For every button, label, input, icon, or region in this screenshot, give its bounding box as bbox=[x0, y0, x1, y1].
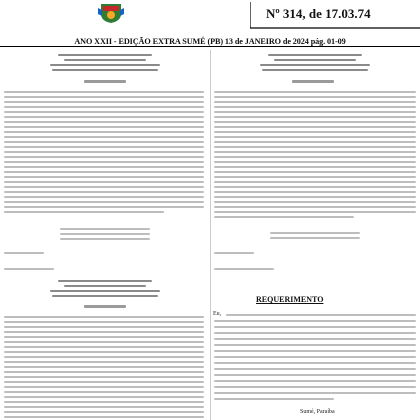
requerimento-first-word: Eu, bbox=[213, 311, 222, 317]
edition-line: ANO XXII - EDIÇÃO EXTRA SUMÉ (PB) 13 de JANEIRO de 2024 pág. 01-09 bbox=[74, 37, 346, 46]
requerimento-place-date: Sumé, Paraíba bbox=[300, 409, 335, 415]
gazette-masthead bbox=[0, 0, 420, 36]
requerimento-title: REQUERIMENTO bbox=[256, 295, 324, 304]
column-divider bbox=[210, 50, 211, 420]
issue-number: Nº 314, de 17.03.74 bbox=[266, 6, 371, 21]
municipal-coat-of-arms-icon bbox=[96, 2, 126, 24]
